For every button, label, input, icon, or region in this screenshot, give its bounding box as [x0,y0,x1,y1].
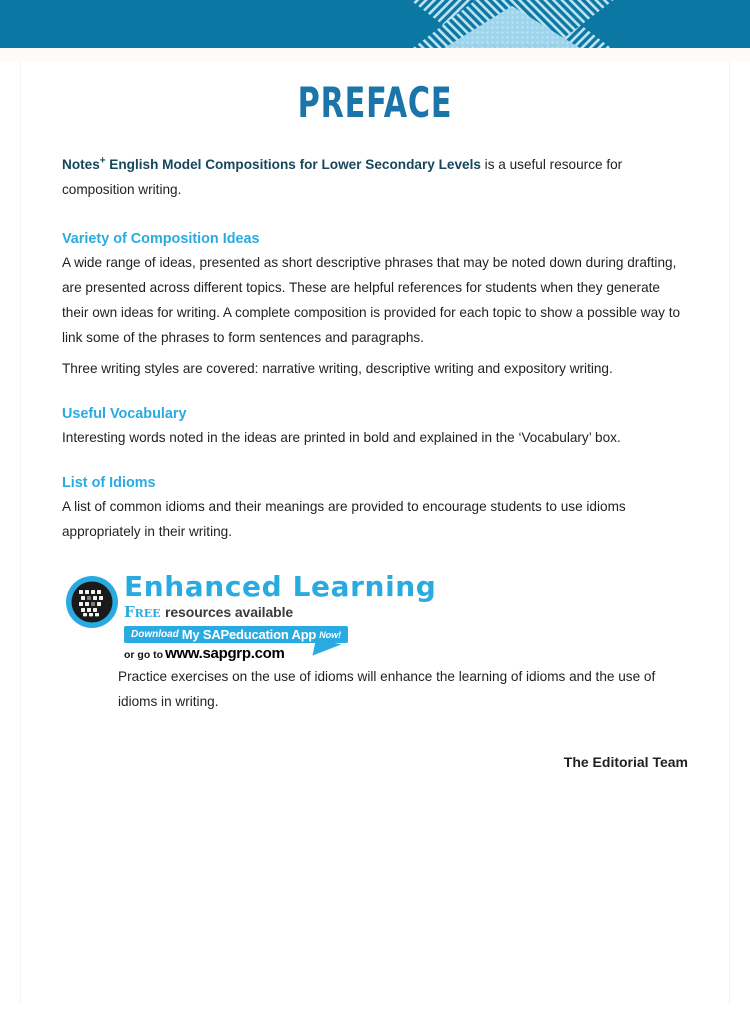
lead-superscript: + [99,155,106,167]
cream-strip [0,51,750,61]
lead-strong [62,157,481,172]
lead-rest: is a useful resource for composition writing. [62,157,623,197]
left-margin-rule [20,60,21,1005]
now-word: Now! [319,629,342,640]
section-heading-idioms: List of Idioms [62,475,156,491]
section-idioms-para-1: A list of common idioms and their meanings are provided to encourage students to use idioms appropriately in their writing. [62,499,626,539]
section-variety-para-1: A wide range of ideas, presented as short descriptive phrases that may be noted down during drafting, are presented across different topics. These are helpful references for students when they generate their own ideas for writing. A complete composition is provided for each topic to show a possible way to link some of the phrases to form sentences and paragraphs. [62,255,681,345]
lead-paragraph [62,152,688,202]
page-title: PREFACE [297,78,453,127]
enhanced-learning-note: Practice exercises on the use of idioms will enhance the learning of idioms and the use of idioms in writing. [118,669,656,709]
download-word: Download [131,629,179,640]
signoff: The Editorial Team [563,754,688,770]
enhanced-learning-subtitle [124,603,524,622]
enhanced-learning-text [124,572,524,663]
resources-available-label: resources available [165,604,294,620]
free-label: Free [124,603,161,621]
website-url[interactable]: www.sapgrp.com [165,645,285,662]
or-go-to-label: or go to [124,649,164,661]
lead-brand-name: Notes [62,157,100,172]
app-download-banner-wrap [124,626,342,643]
app-download-banner[interactable] [124,626,348,643]
section-heading-variety: Variety of Composition Ideas [62,231,260,247]
enhanced-learning-block [62,572,688,662]
abacus-badge-icon [65,575,119,629]
right-margin-rule [729,60,730,1005]
header-x-pattern-icon [0,0,750,48]
lead-brand-rest: English Model Compositions for Lower Secondary Levels [105,157,481,172]
header-decorative-band [0,0,750,48]
enhanced-learning-title: Enhanced Learning [124,570,437,603]
preface-content [62,152,688,770]
section-heading-vocabulary: Useful Vocabulary [62,406,187,422]
section-variety-para-2: Three writing styles are covered: narrative writing, descriptive writing and expository writing. [62,361,613,376]
section-vocabulary-para-1: Interesting words noted in the ideas are printed in bold and explained in the ‘Vocabulary’ box. [62,430,621,445]
app-name-label: My SAPeducation App [181,627,317,642]
